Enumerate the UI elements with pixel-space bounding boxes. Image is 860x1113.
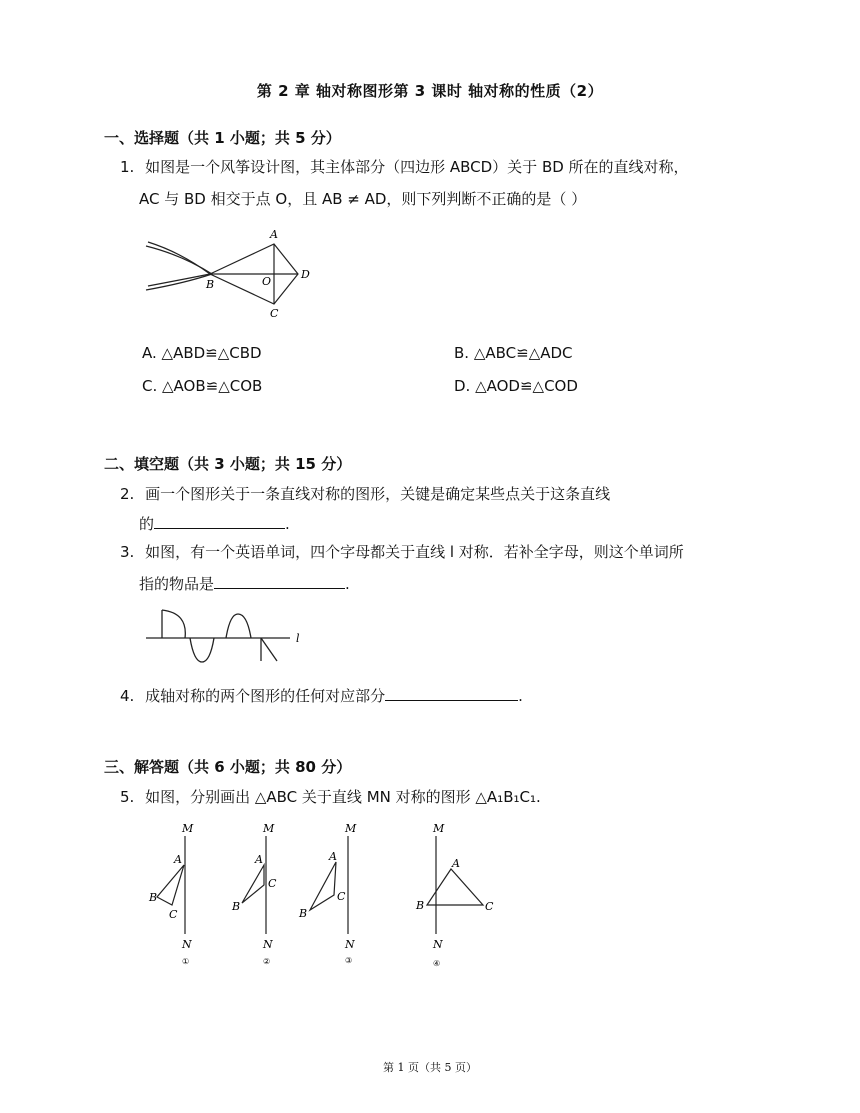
figure-label: ④ bbox=[433, 959, 441, 968]
figure-label: M bbox=[433, 822, 445, 835]
answer-blank[interactable] bbox=[385, 686, 518, 701]
figure-label: C bbox=[485, 900, 494, 913]
label-a: A bbox=[270, 228, 278, 241]
figure-label: ③ bbox=[345, 956, 353, 965]
section-heading-solve: 三、解答题（共 6 小题；共 80 分） bbox=[104, 758, 352, 776]
question-4: 4. 成轴对称的两个图形的任何对应部分 . bbox=[120, 687, 523, 705]
option-d: D. △AOD≌△COD bbox=[454, 377, 578, 395]
figure-label: A bbox=[255, 853, 263, 866]
figure-label: ① bbox=[182, 957, 190, 966]
figure-label: B bbox=[299, 907, 308, 920]
letter-u-half bbox=[190, 638, 214, 662]
question-number: 5. bbox=[120, 788, 135, 806]
question-1-line1 bbox=[120, 153, 689, 181]
question-1-line2: AC 与 BD 相交于点 O，且 AB ≠ AD，则下列判断不正确的是（ ） bbox=[139, 190, 587, 208]
figure-label: B bbox=[149, 891, 158, 904]
figure-label: N bbox=[345, 938, 355, 951]
question-2-line1 bbox=[120, 480, 610, 508]
figure-2 bbox=[231, 822, 277, 966]
page-title: 第 2 章 轴对称图形第 3 课时 轴对称的性质（2） bbox=[256, 82, 604, 100]
section-heading-choice: 一、选择题（共 1 小题；共 5 分） bbox=[104, 129, 341, 147]
label-d: D bbox=[301, 268, 310, 281]
figure-label: M bbox=[345, 822, 357, 835]
figure-label: A bbox=[452, 857, 460, 870]
question-3-line1 bbox=[120, 538, 684, 566]
kite-string-lower bbox=[148, 274, 210, 286]
figure-label: M bbox=[263, 822, 275, 835]
kite-string-lower-2 bbox=[146, 274, 215, 291]
label-b: B bbox=[206, 278, 215, 291]
letter-arc-half bbox=[226, 614, 251, 638]
answer-blank[interactable] bbox=[214, 574, 345, 589]
question-text: 如图是一个风筝设计图，其主体部分（四边形 ABCD）关于 BD 所在的直线对称， bbox=[145, 158, 689, 176]
figure-3 bbox=[298, 822, 357, 965]
question-text: 画一个图形关于一条直线对称的图形，关键是确定某些点关于这条直线 bbox=[145, 485, 611, 503]
question-number: 2. bbox=[120, 485, 135, 503]
option-b: B. △ABC≌△ADC bbox=[454, 344, 573, 362]
figure-label: N bbox=[433, 938, 443, 951]
figure-label: A bbox=[174, 853, 182, 866]
word-figure bbox=[140, 600, 320, 670]
question-5 bbox=[120, 783, 541, 811]
figure-4 bbox=[415, 822, 494, 968]
figure-label: ② bbox=[263, 957, 271, 966]
figure-label: B bbox=[232, 900, 241, 913]
letter-d-half bbox=[162, 610, 185, 638]
figure-label: N bbox=[182, 938, 192, 951]
figure-label: M bbox=[182, 822, 194, 835]
kite-string-upper bbox=[148, 242, 210, 274]
answer-blank[interactable] bbox=[154, 514, 285, 529]
figure-label: C bbox=[337, 890, 346, 903]
kite-string-upper-2 bbox=[146, 246, 212, 274]
section-heading-fill: 二、填空题（共 3 小题；共 15 分） bbox=[104, 455, 352, 473]
kite-figure bbox=[140, 225, 320, 325]
question-number: 1. bbox=[120, 158, 135, 176]
question-number: 3. bbox=[120, 543, 135, 561]
figure-1 bbox=[148, 822, 194, 966]
option-a: A. △ABD≌△CBD bbox=[142, 344, 262, 362]
triangle-figures bbox=[140, 822, 520, 970]
question-2-line2: 的 . bbox=[139, 515, 290, 533]
question-text: 如图，有一个英语单词，四个字母都关于直线 l 对称．若补全字母，则这个单词所 bbox=[145, 543, 684, 561]
question-3-line2: 指的物品是 . bbox=[139, 575, 350, 593]
figure-label: B bbox=[416, 899, 425, 912]
option-c: C. △AOB≌△COB bbox=[142, 377, 263, 395]
figure-label: A bbox=[329, 850, 337, 863]
figure-label: C bbox=[268, 877, 277, 890]
question-text: 如图，分别画出 △ABC 关于直线 MN 对称的图形 △A₁B₁C₁. bbox=[145, 788, 541, 806]
question-number: 4. bbox=[120, 687, 135, 705]
label-c: C bbox=[270, 307, 279, 320]
figure-label: C bbox=[169, 908, 178, 921]
letter-k-half bbox=[261, 638, 277, 661]
label-l: l bbox=[296, 632, 300, 645]
figure-label: N bbox=[263, 938, 273, 951]
label-o: O bbox=[262, 275, 272, 288]
page-footer: 第 1 页（共 5 页） bbox=[383, 1061, 477, 1074]
